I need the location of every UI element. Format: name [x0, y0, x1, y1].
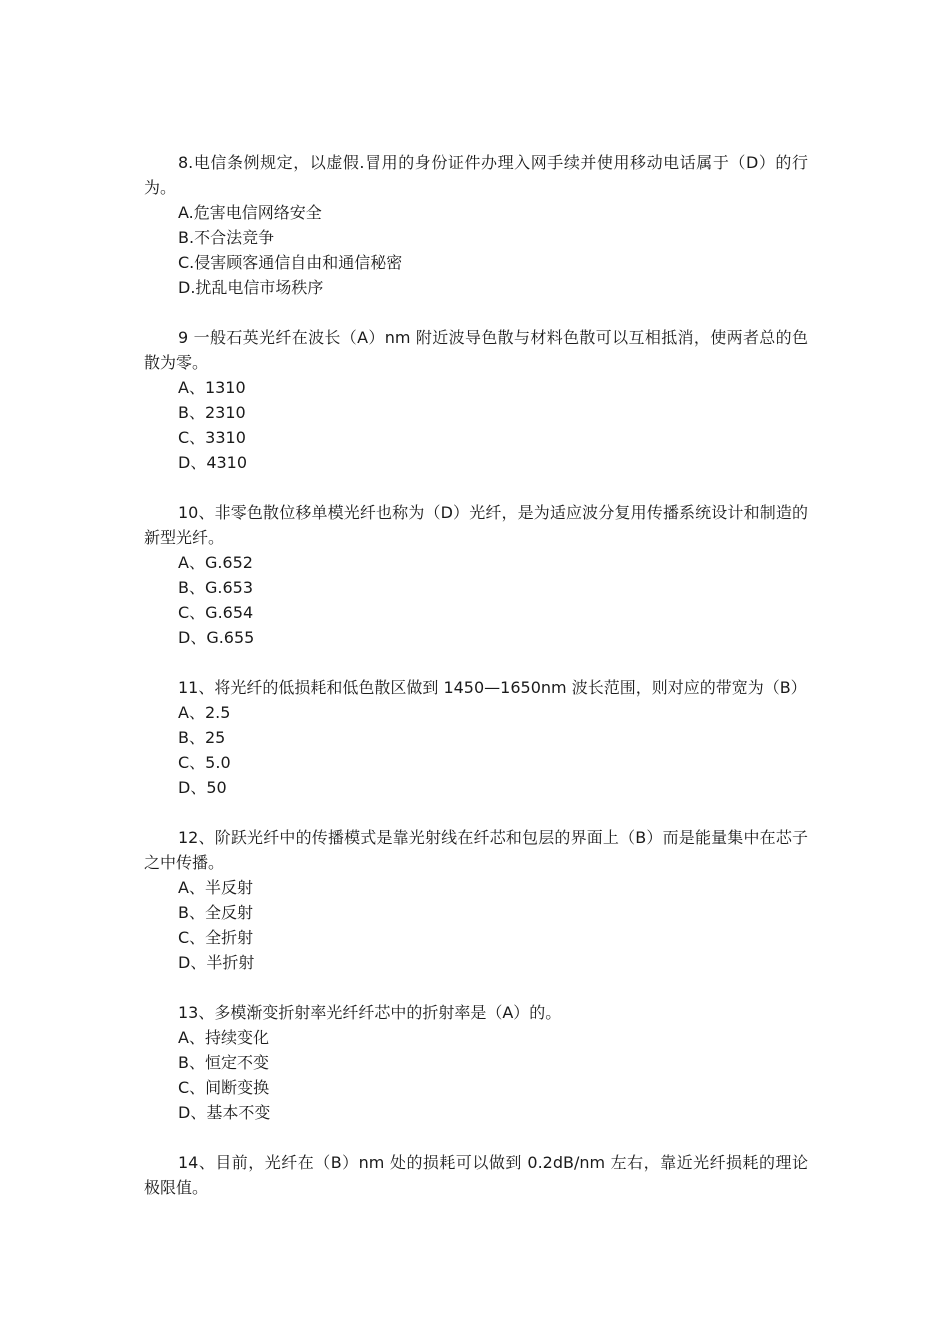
answer-options	[144, 700, 808, 800]
question-stem: 11、将光纤的低损耗和低色散区做到 1450—1650nm 波长范围，则对应的带宽为（B）	[178, 678, 807, 697]
question-11	[144, 675, 808, 800]
option-d: D、G.655	[178, 628, 255, 647]
answer-options	[144, 375, 808, 475]
option-a: A、1310	[178, 378, 246, 397]
answer-options	[144, 550, 808, 650]
option-a: A、G.652	[178, 553, 253, 572]
option-b: B、25	[178, 728, 226, 747]
answer-options	[144, 1025, 808, 1125]
question-8	[144, 150, 808, 300]
question-13	[144, 1000, 808, 1125]
answer-options	[144, 875, 808, 975]
question-stem: 9 一般石英光纤在波长（A）nm 附近波导色散与材料色散可以互相抵消，使两者总的色散为零。	[144, 328, 808, 372]
answer-options	[144, 200, 808, 300]
question-10	[144, 500, 808, 650]
option-a: A、2.5	[178, 703, 231, 722]
option-a: A.危害电信网络安全	[178, 203, 322, 222]
option-d: D、4310	[178, 453, 248, 472]
option-a: A、半反射	[178, 878, 253, 897]
question-12	[144, 825, 808, 975]
option-a: A、持续变化	[178, 1028, 269, 1047]
option-b: B、全反射	[178, 903, 253, 922]
question-14	[144, 1150, 808, 1200]
question-stem: 14、目前，光纤在（B）nm 处的损耗可以做到 0.2dB/nm 左右，靠近光纤损耗的理论极限值。	[144, 1153, 808, 1197]
option-b: B、2310	[178, 403, 246, 422]
option-c: C、间断变换	[178, 1078, 270, 1097]
option-c: C.侵害顾客通信自由和通信秘密	[178, 253, 403, 272]
option-b: B.不合法竞争	[178, 228, 275, 247]
question-stem: 13、多模渐变折射率光纤纤芯中的折射率是（A）的。	[178, 1003, 562, 1022]
option-b: B、G.653	[178, 578, 254, 597]
question-stem: 8.电信条例规定，以虚假.冒用的身份证件办理入网手续并使用移动电话属于（D）的行为。	[144, 153, 808, 197]
option-c: C、3310	[178, 428, 246, 447]
question-list	[144, 150, 808, 1225]
option-c: C、全折射	[178, 928, 254, 947]
question-stem: 12、阶跃光纤中的传播模式是靠光射线在纤芯和包层的界面上（B）而是能量集中在芯子之中传播。	[144, 828, 808, 872]
option-c: C、G.654	[178, 603, 254, 622]
question-stem: 10、非零色散位移单模光纤也称为（D）光纤，是为适应波分复用传播系统设计和制造的新型光纤。	[144, 503, 808, 547]
option-d: D.扰乱电信市场秩序	[178, 278, 324, 297]
option-d: D、50	[178, 778, 227, 797]
option-c: C、5.0	[178, 753, 231, 772]
option-b: B、恒定不变	[178, 1053, 269, 1072]
option-d: D、半折射	[178, 953, 255, 972]
question-9	[144, 325, 808, 475]
option-d: D、基本不变	[178, 1103, 271, 1122]
